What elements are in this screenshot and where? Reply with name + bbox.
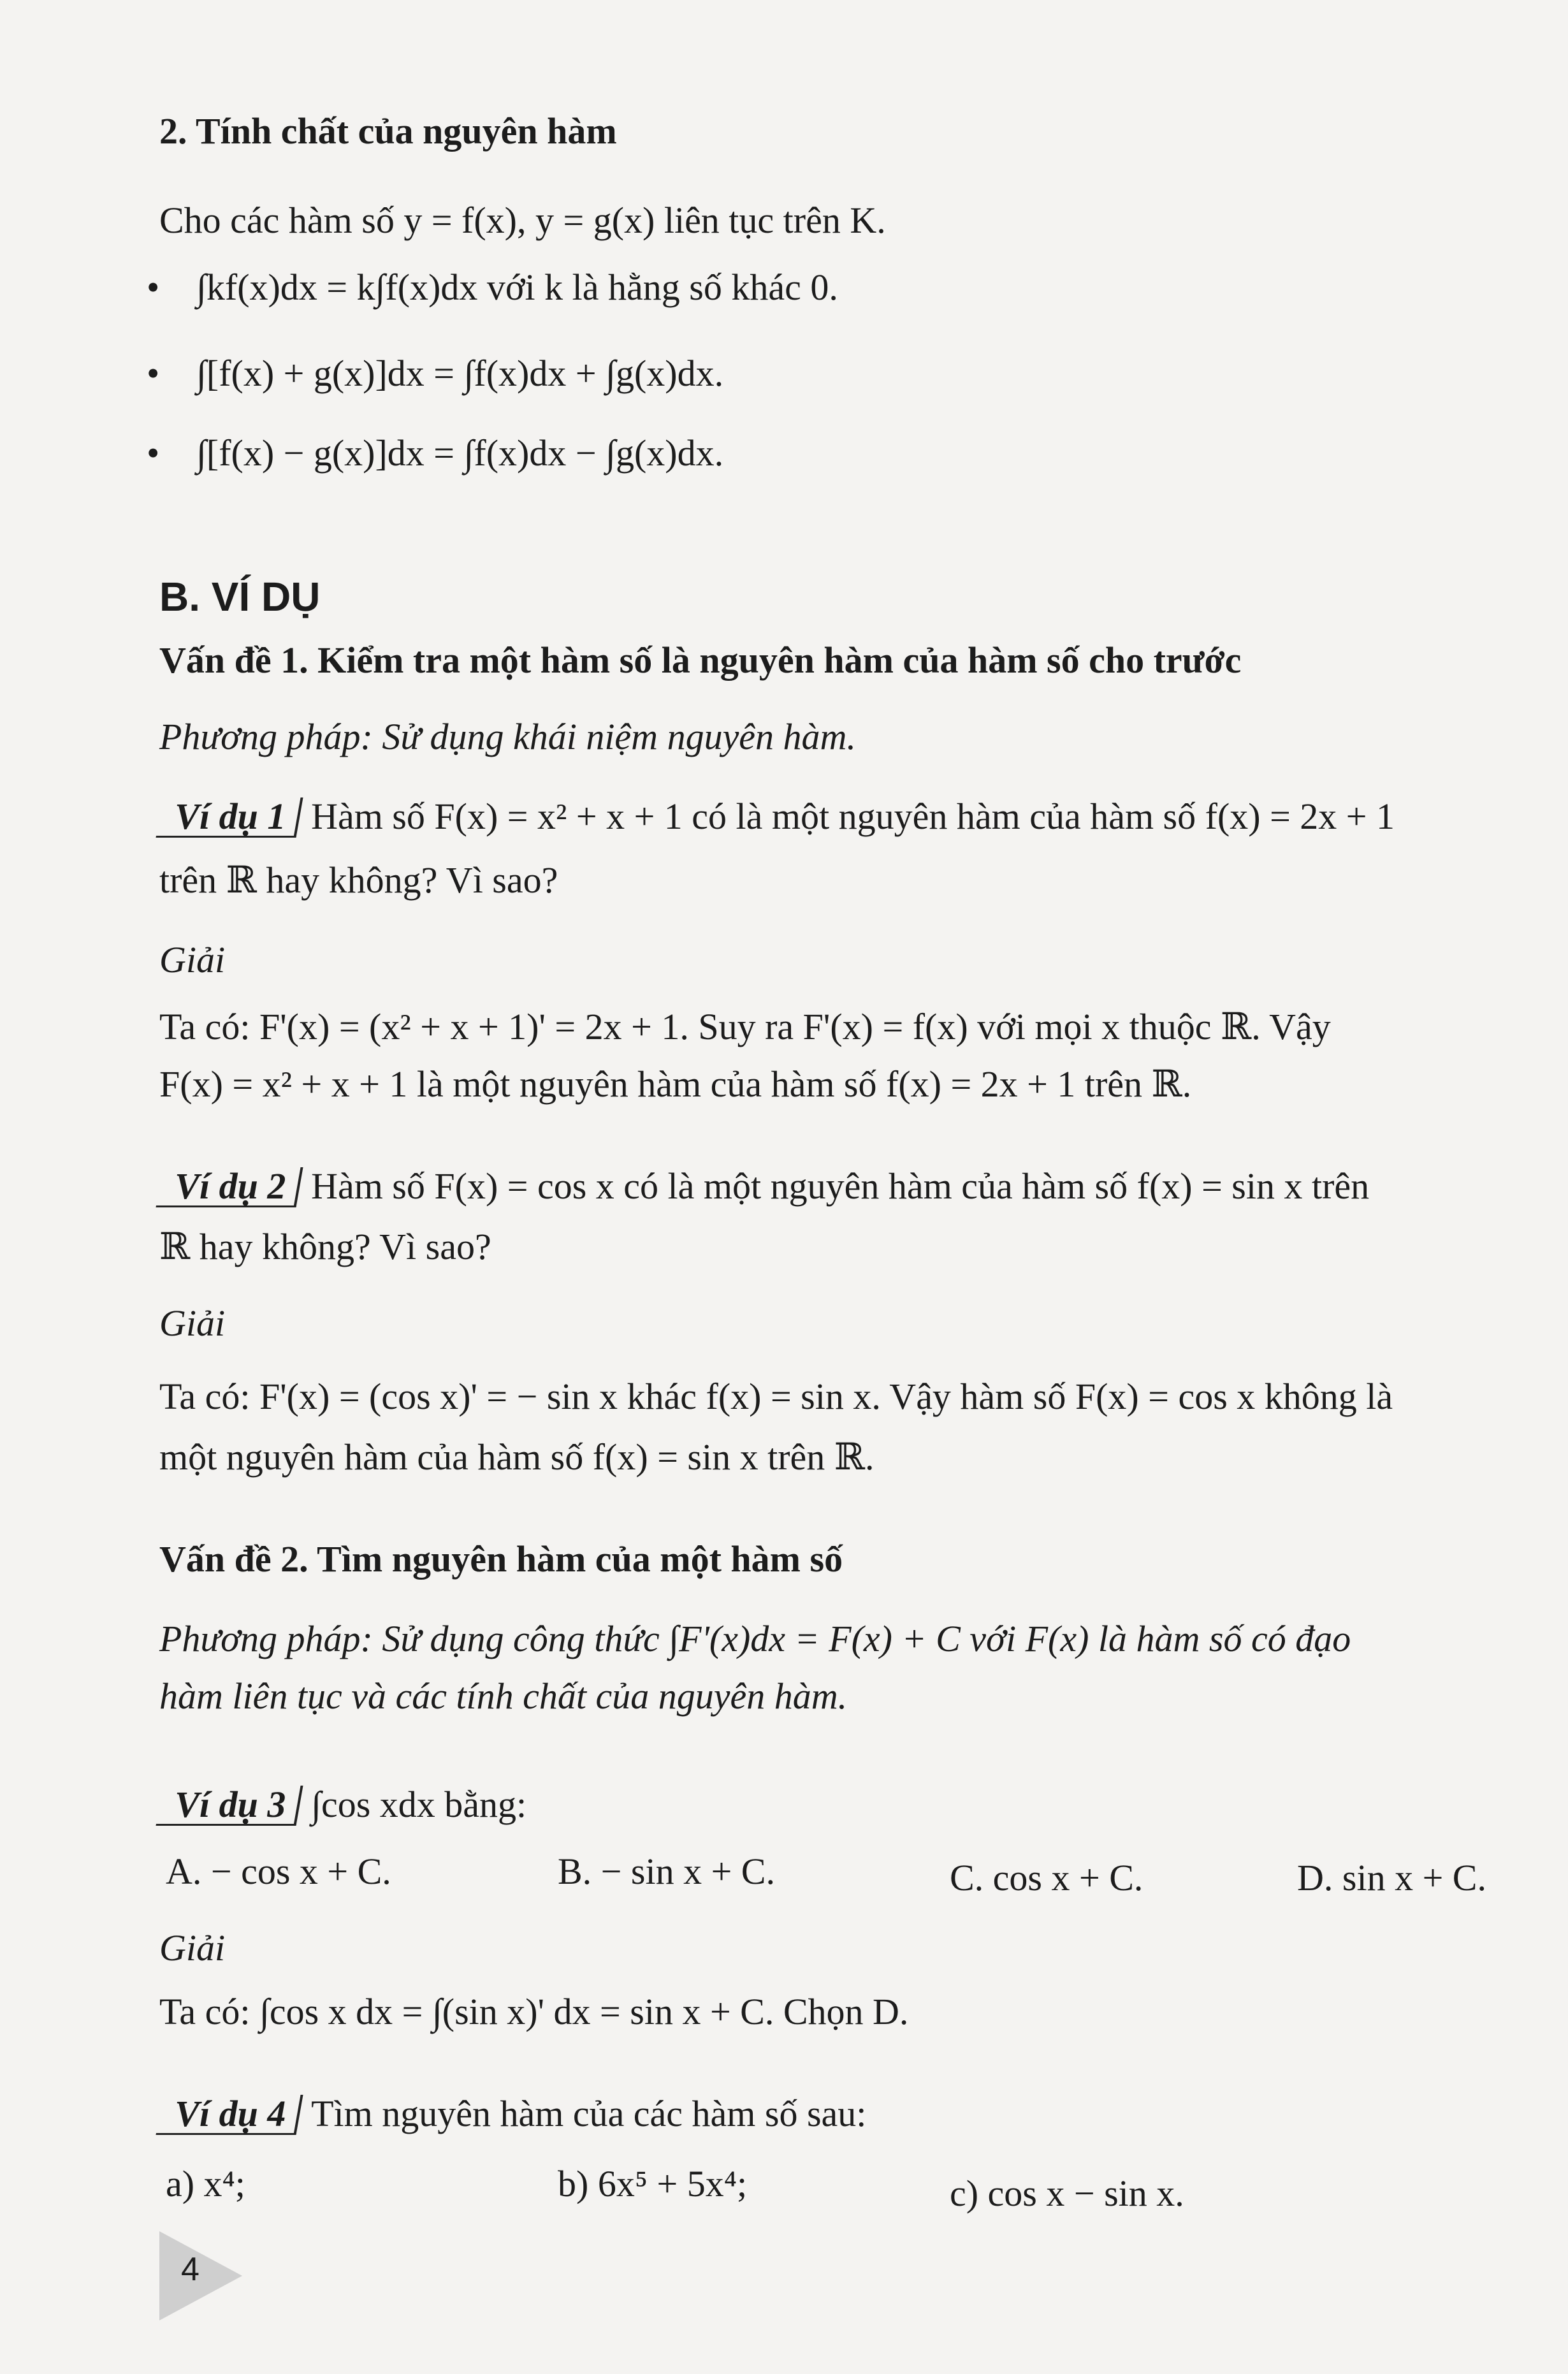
option-c: C. cos x + C. [950, 1857, 1143, 1898]
example-tag: Ví dụ 3 [156, 1786, 303, 1826]
heading-properties: 2. Tính chất của nguyên hàm [159, 110, 617, 152]
example4-question: Ví dụ 4 Tìm nguyên hàm của các hàm số sau: [159, 2085, 1530, 2143]
example-tag: Ví dụ 1 [156, 797, 303, 838]
solution-label: Giải [159, 939, 226, 980]
section-title: B. VÍ DỤ [159, 574, 321, 620]
option-a: A. − cos x + C. [166, 1851, 391, 1892]
option-d: D. sin x + C. [1297, 1857, 1486, 1898]
problem2-method1: Phương pháp: Sử dụng công thức ∫F'(x)dx = F(x) + C với F(x) là hàm số có đạo [159, 1618, 1351, 1659]
example-tag: Ví dụ 2 [156, 1167, 303, 1207]
problem2-title: Vấn đề 2. Tìm nguyên hàm của một hàm số [159, 1538, 843, 1580]
example1-line1: Ví dụ 1 Hàm số F(x) = x² + x + 1 có là một nguyên hàm của hàm số f(x) = 2x + 1 [159, 787, 1530, 846]
example2-solution2: một nguyên hàm của hàm số f(x) = sin x trên ℝ. [159, 1436, 875, 1478]
page-number-marker [159, 2231, 242, 2320]
example2-solution1: Ta có: F'(x) = (cos x)' = − sin x khác f(x) = sin x. Vậy hàm số F(x) = cos x không là [159, 1376, 1393, 1417]
page-number: 4 [181, 2251, 200, 2288]
part-c: c) cos x − sin x. [950, 2173, 1184, 2214]
part-a: a) x⁴; [166, 2163, 245, 2204]
solution-label: Giải [159, 1927, 226, 1969]
example3-solution: Ta có: ∫cos x dx = ∫(sin x)' dx = sin x + C. Chọn D. [159, 1991, 909, 2032]
example2-line2: ℝ hay không? Vì sao? [159, 1226, 491, 1267]
example1-solution1: Ta có: F'(x) = (x² + x + 1)' = 2x + 1. Suy ra F'(x) = f(x) với mọi x thuộc ℝ. Vậy [159, 1006, 1331, 1047]
property-item: • ∫[f(x) − g(x)]dx = ∫f(x)dx − ∫g(x)dx. [148, 424, 723, 483]
option-b: B. − sin x + C. [558, 1851, 775, 1892]
example-tag: Ví dụ 4 [156, 2095, 303, 2135]
example1-solution2: F(x) = x² + x + 1 là một nguyên hàm của hàm số f(x) = 2x + 1 trên ℝ. [159, 1063, 1192, 1105]
problem2-method2: hàm liên tục và các tính chất của nguyên hàm. [159, 1675, 848, 1717]
property-item: • ∫[f(x) + g(x)]dx = ∫f(x)dx + ∫g(x)dx. [148, 344, 723, 403]
problem1-method: Phương pháp: Sử dụng khái niệm nguyên hàm. [159, 716, 856, 757]
example2-line1: Ví dụ 2 Hàm số F(x) = cos x có là một nguyên hàm của hàm số f(x) = sin x trên [159, 1157, 1530, 1216]
example1-line2: trên ℝ hay không? Vì sao? [159, 859, 558, 901]
part-b: b) 6x⁵ + 5x⁴; [558, 2163, 748, 2204]
property-item: • ∫kf(x)dx = k∫f(x)dx với k là hằng số khác 0. [148, 258, 838, 317]
solution-label: Giải [159, 1302, 226, 1344]
intro-text: Cho các hàm số y = f(x), y = g(x) liên tục trên K. [159, 200, 886, 241]
example3-question: Ví dụ 3 ∫cos xdx bằng: [159, 1775, 1530, 1834]
problem1-title: Vấn đề 1. Kiểm tra một hàm số là nguyên hàm của hàm số cho trước [159, 639, 1242, 681]
